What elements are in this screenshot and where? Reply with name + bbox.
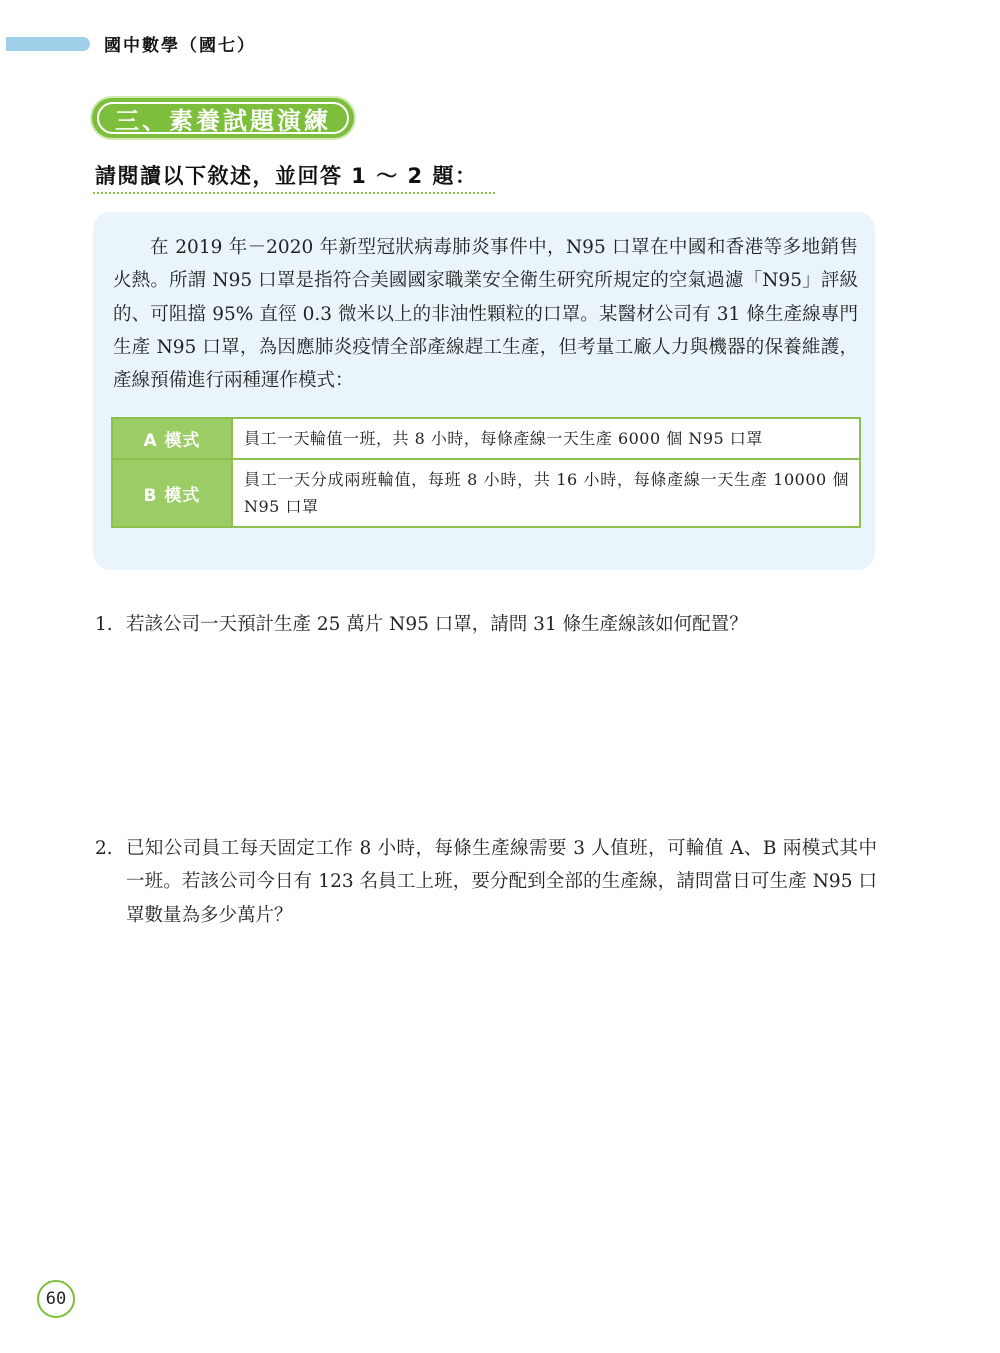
question-number: 2.: [95, 838, 113, 859]
mode-description: 員工一天輪值一班，共 8 小時，每條產線一天生產 6000 個 N95 口罩: [232, 418, 860, 459]
page-number: 60: [37, 1280, 75, 1318]
mode-label: B 模式: [112, 459, 232, 527]
modes-table: [111, 417, 861, 528]
passage-text: 在 2019 年－2020 年新型冠狀病毒肺炎事件中，N95 口罩在中國和香港等多地銷售火熱。所謂 N95 口罩是指符合美國國家職業安全衛生研究所規定的空氣過濾「N95」評級的、可阻擋 95% 直徑 0.3 微米以上的非油性顆粒的口罩。某醫材公司有 31 條生產線專門生產 N95 口罩，為因應肺炎疫情全部產線趕工生產，但考量工廠人力與機器的保養維護，產線預備進行兩種運作模式：: [113, 237, 858, 392]
header-accent-bar: [6, 37, 90, 51]
table-row: [112, 418, 860, 459]
question-number: 1.: [95, 614, 113, 635]
table-row: [112, 459, 860, 527]
instruction-heading: 請閱讀以下敘述，並回答 1 ～ 2 題：: [95, 164, 478, 188]
question-2: [95, 832, 877, 932]
question-1: [95, 608, 877, 641]
mode-description: 員工一天分成兩班輪值，每班 8 小時，共 16 小時，每條產線一天生產 10000 個 N95 口罩: [232, 459, 860, 527]
book-title: 國中數學（國七）: [104, 36, 256, 56]
question-text: 已知公司員工每天固定工作 8 小時，每條生產線需要 3 人值班，可輪值 A、B 兩模式其中一班。若該公司今日有 123 名員工上班，要分配到全部的生產線，請問當日可生產 N95 口罩數量為多少萬片？: [126, 838, 877, 926]
section-badge: [92, 98, 354, 138]
dotted-divider: [93, 192, 495, 194]
mode-label: A 模式: [112, 418, 232, 459]
question-text: 若該公司一天預計生產 25 萬片 N95 口罩，請問 31 條生產線該如何配置？: [126, 614, 748, 635]
section-title: 三、素養試題演練: [115, 106, 331, 135]
